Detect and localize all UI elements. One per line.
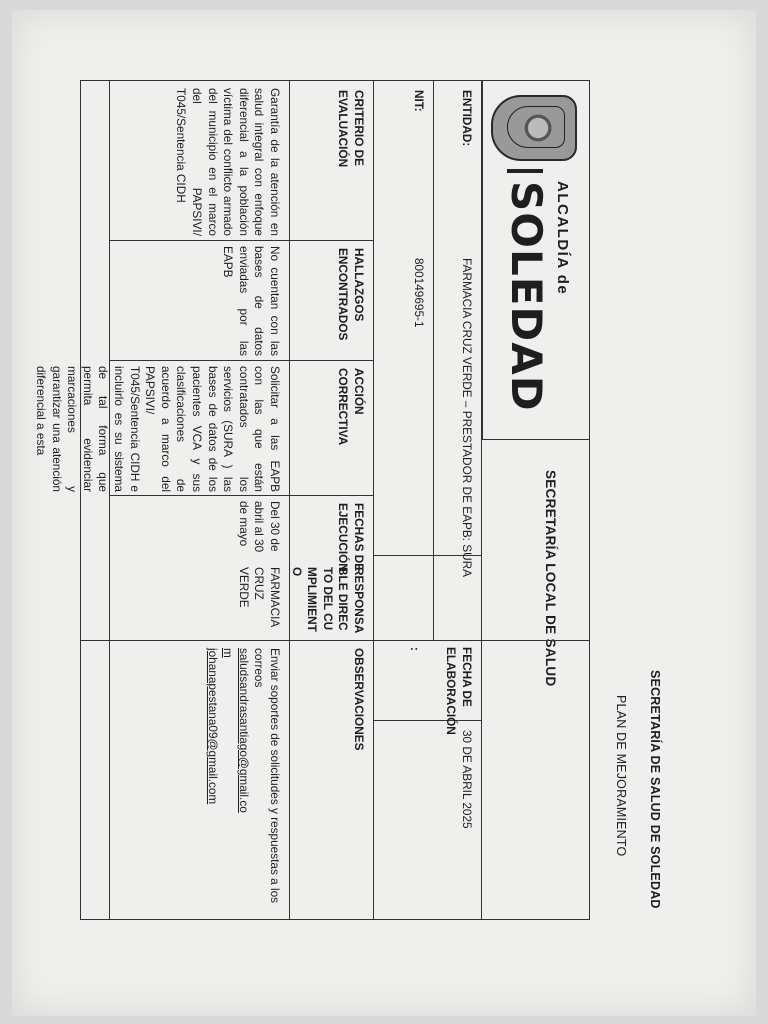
logo-box <box>482 80 590 440</box>
secretaria-title: SECRETARÍA LOCAL DE SALUD <box>543 470 558 687</box>
logo-soledad-text: SOLEDAD <box>502 181 551 412</box>
cell-responsable: FARMACIA CRUZ VERDE <box>236 567 282 627</box>
header-observaciones: OBSERVACIONES <box>352 648 366 751</box>
cell-hallazgos: No cuentan con las bases de datos enviadas por las EAPB <box>221 246 282 356</box>
header-criterio: CRITERIO DE EVALUACIÓN <box>336 90 366 168</box>
observaciones-text: Enviar soportes de solicitudes y respuestas a los correos <box>252 648 282 904</box>
logo-divider <box>507 169 543 173</box>
logo-alcaldia-text: ALCALDÍA de <box>554 181 571 296</box>
row-divider <box>289 80 290 920</box>
header-responsable: RESPONSABLE DIRECTO DEL CUMPLIMIENT O <box>289 567 366 634</box>
fecha-elaboracion-value: 30 DE ABRIL 2025 <box>460 730 474 829</box>
email-link-1-tail[interactable]: m <box>221 648 236 658</box>
row-divider <box>481 80 482 920</box>
entidad-label: ENTIDAD: <box>460 90 474 147</box>
org-title: SECRETARÍA DE SALUD DE SOLEDAD <box>648 670 662 909</box>
fecha-colon: : <box>408 647 422 651</box>
col-divider <box>374 720 482 721</box>
header-fechas: FECHAS DE EJECUCIÓN <box>336 503 366 572</box>
improvement-plan-document <box>34 80 670 920</box>
entidad-value: FARMACIA CRUZ VERDE – PRESTADOR DE EAPB: SURA <box>460 258 474 578</box>
nit-label: NIT: <box>412 90 426 112</box>
email-link-1[interactable]: saludsandrasantiago@gmail.co <box>236 648 251 813</box>
cell-criterio: Garantía de la atención en salud integral con enfoque diferencial a la población víctima del conflicto armado del municipio en el marco del PAPSIVI/ T045/Sentencia CIDH <box>174 88 282 236</box>
row-divider <box>373 80 374 920</box>
col-divider <box>110 240 374 241</box>
header-accion: ACCIÓN CORRECTIVA <box>336 368 366 446</box>
fecha-elaboracion-label: FECHA DE ELABORACIÓN <box>444 647 474 735</box>
col-divider <box>110 360 374 361</box>
plan-title: PLAN DE MEJORAMIENTO <box>614 695 628 857</box>
cell-observaciones <box>204 648 282 916</box>
cell-accion: Solicitar a las EAPB con las que están contratados los servicios (SURA ) las bases de datos de los pacientes VCA y sus clasificaciones de acuerdo a marco del PAPSIVI/ T045/Sentencia CIDH e incluirlo es su sistema de tal forma que permita evidenciar marcaciones y garantizar una atención diferencial a esta <box>34 366 282 492</box>
cell-fechas: Del 30 de abril al 30 de mayo <box>236 501 282 553</box>
col-divider <box>110 495 374 496</box>
row-divider <box>433 80 434 640</box>
nit-value: 800149695-1 <box>412 258 426 328</box>
coat-of-arms-icon <box>491 95 577 161</box>
col-divider <box>80 640 590 641</box>
header-hallazgos: HALLAZGOS ENCONTRADOS <box>336 248 366 341</box>
email-link-2[interactable]: johanapestana09@gmail.com <box>205 648 220 805</box>
row-divider <box>109 80 110 920</box>
